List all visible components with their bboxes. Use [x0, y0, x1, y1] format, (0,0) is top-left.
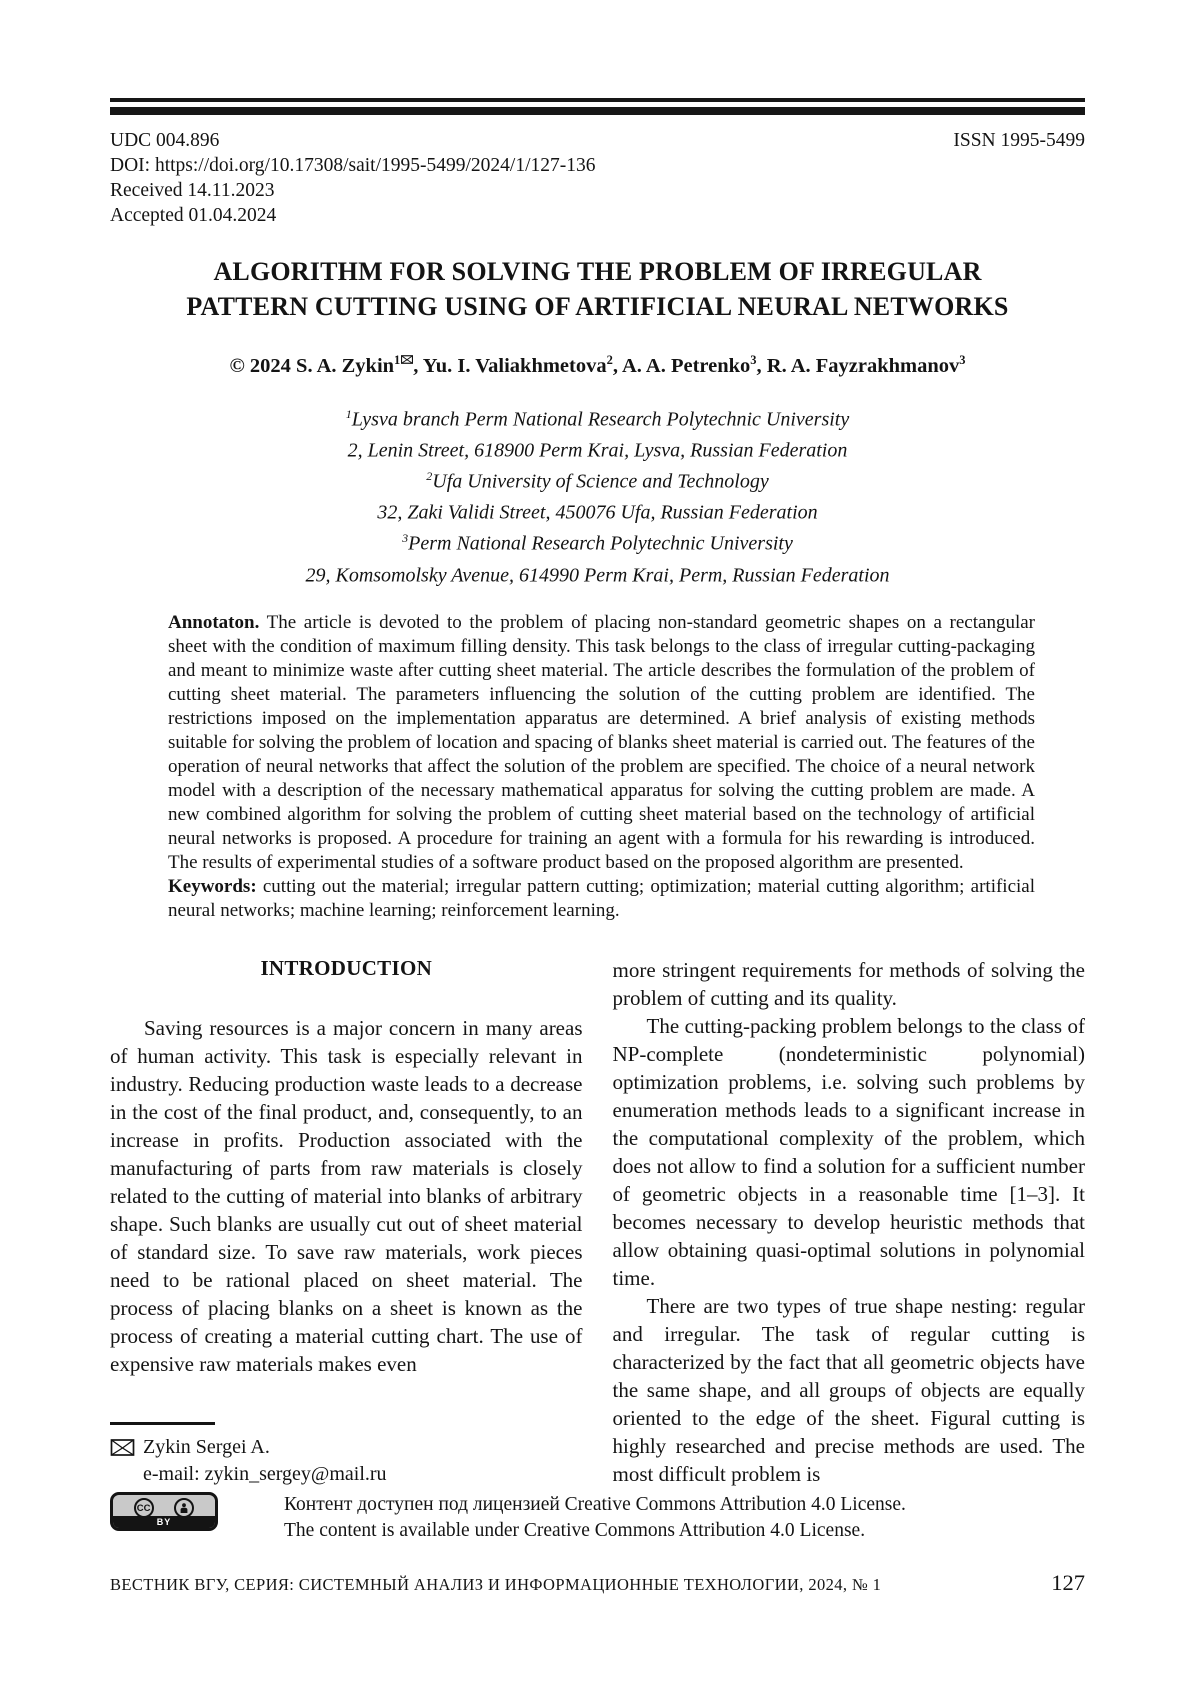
- two-column-body: [110, 956, 1085, 1488]
- body-paragraph: The cutting-packing problem belongs to the class of NP-complete (nondeterministic polynomial) optimization problems, i.e. solving such problems by enumeration methods leads to a significant increase in the computational complexity of the problem, which does not allow to find a solution for a sufficient number of geometric objects in a reasonable time [1–3]. It becomes necessary to develop heuristic methods that allow obtaining quasi-optimal solutions in polynomial time.: [612, 1013, 1085, 1290]
- journal-title-line: ВЕСТНИК ВГУ, СЕРИЯ: СИСТЕМНЫЙ АНАЛИЗ И ИНФОРМАЦИОННЫЕ ТЕХНОЛОГИИ, 2024, № 1: [110, 1574, 882, 1594]
- article-meta: [110, 128, 1085, 228]
- doi-line: DOI: https://doi.org/10.17308/sait/1995-5499/2024/1/127-136: [110, 155, 596, 176]
- abstract-label: Annotaton.: [168, 611, 260, 633]
- cc-by-badge: [110, 1492, 218, 1531]
- left-column: [110, 956, 583, 1488]
- affiliation-line: $^1$Lysva branch Perm National Research Polytechnic University: [345, 406, 850, 431]
- top-rule-thin: [110, 98, 1085, 102]
- authors-line: © 2024 S. A. Zykin$^1$ , Yu. I. Valiakhmetova$^2$, A. A. Petrenko$^3$, R. A. Fayzrakhmanov$^3$: [110, 347, 1085, 379]
- keywords-paragraph: [168, 875, 1035, 923]
- accepted-date: Accepted 01.04.2024: [110, 205, 277, 226]
- page-number: 127: [1051, 1569, 1085, 1595]
- author-name: R. A. Fayzrakhmanov: [766, 354, 960, 377]
- copyright-year: © 2024: [229, 354, 297, 377]
- corresponding-author-envelope-icon: [401, 347, 413, 369]
- license-block: [110, 1492, 1085, 1544]
- issn-code: ISSN 1995-5499: [953, 130, 1085, 151]
- affiliation-line: 29, Komsomolsky Avenue, 614990 Perm Krai, Perm, Russian Federation: [305, 564, 890, 587]
- affiliations-block: [110, 402, 1085, 589]
- article-title: ALGORITHM FOR SOLVING THE PROBLEM OF IRREGULAR PATTERN CUTTING USING OF ARTIFICIAL NEURAL NETWORKS: [186, 257, 1009, 321]
- body-paragraph: Saving resources is a major concern in many areas of human activity. This task is especially relevant in industry. Reducing production waste leads to a decrease in the cost of the final product, and, consequently, to an increase in profits. Production associated with the manufacturing of parts from raw materials is closely related to the cutting of material into blanks of arbitrary shape. Such blanks are usually cut out of sheet material of standard size. To save raw materials, work pieces need to be rational placed on sheet material. The process of placing blanks on a sheet is known as the process of creating a material cutting chart. The use of expensive raw materials makes even: [110, 1015, 583, 1376]
- affiliation-line: 32, Zaki Validi Street, 450076 Ufa, Russian Federation: [377, 501, 818, 524]
- author-affiliation-mark: 2: [606, 353, 613, 367]
- abstract-text: The article is devoted to the problem of placing non-standard geometric shapes on a rectangular sheet with the condition of maximum filling density. This task belongs to the class of irregular cutting-packaging and meant to minimize waste after cutting sheet material. The article describes the formulation of the problem of cutting sheet material. The parameters influencing the solution of the cutting problem are identified. The restrictions imposed on the implementation apparatus are determined. A brief analysis of existing methods suitable for solving the problem of location and spacing of blanks sheet material is carried out. The features of the operation of neural networks that affect the solution of the problem are specified. The choice of a neural network model with a description of the necessary mathematical apparatus for solving the cutting problem are made. A new combined algorithm for solving the problem of cutting sheet material based on the technology of artificial neural networks is proposed. A procedure for training an agent with a formula for his rewarding is introduced. The results of experimental studies of a software product based on the proposed algorithm are presented.: [168, 611, 1035, 873]
- abstract-paragraph: [168, 611, 1035, 875]
- introduction-heading: INTRODUCTION: [260, 955, 433, 980]
- affiliation-line: $^2$Ufa University of Science and Technology: [426, 469, 769, 493]
- abstract-block: [168, 611, 1035, 923]
- keywords-text: cutting out the material; irregular pattern cutting; optimization; material cutting algorithm; artificial neural networks; machine learning; reinforcement learning.: [168, 875, 1035, 921]
- author-name: Yu. I. Valiakhmetova: [422, 354, 607, 377]
- author-name: A. A. Petrenko: [621, 354, 751, 377]
- top-rule-thick: [110, 107, 1085, 115]
- right-column: [613, 956, 1086, 1488]
- author-affiliation-mark: 3: [959, 353, 966, 367]
- by-label: BY: [113, 1516, 215, 1528]
- footnote-rule: [110, 1422, 215, 1425]
- author-name: S. A. Zykin: [296, 354, 395, 377]
- keywords-label: Keywords:: [168, 875, 257, 897]
- author-affiliation-mark: 3: [750, 353, 757, 367]
- page-footer: [110, 1570, 1085, 1596]
- envelope-icon: [110, 1439, 135, 1456]
- author-affiliation-mark: 1: [394, 353, 401, 367]
- body-paragraph: more stringent requirements for methods of solving the problem of cutting and its quality.: [612, 957, 1085, 1010]
- udc-code: UDC 004.896: [110, 130, 220, 151]
- license-line-ru: Контент доступен под лицензией Creative Commons Attribution 4.0 License.: [284, 1493, 906, 1515]
- cc-logo-icon: CC: [134, 1498, 154, 1518]
- affiliation-line: 2, Lenin Street, 618900 Perm Krai, Lysva, Russian Federation: [347, 439, 848, 462]
- body-paragraph: There are two types of true shape nesting: regular and irregular. The task of regular cutting is characterized by the fact that all geometric objects have the same shape, and all groups of objects are equally oriented to the edge of the sheet. Figural cutting is highly researched and precise methods are used. The most difficult problem is: [612, 1293, 1085, 1486]
- affiliation-line: $^3$Perm National Research Polytechnic University: [402, 531, 793, 556]
- corresponding-author-email: e-mail: zykin_sergey@mail.ru: [143, 1462, 387, 1485]
- corresponding-author-name: Zykin Sergei A.: [143, 1435, 270, 1458]
- received-date: Received 14.11.2023: [110, 180, 275, 201]
- corresponding-author-footnote: [110, 1422, 583, 1488]
- license-line-en: The content is available under Creative Commons Attribution 4.0 License.: [284, 1519, 866, 1541]
